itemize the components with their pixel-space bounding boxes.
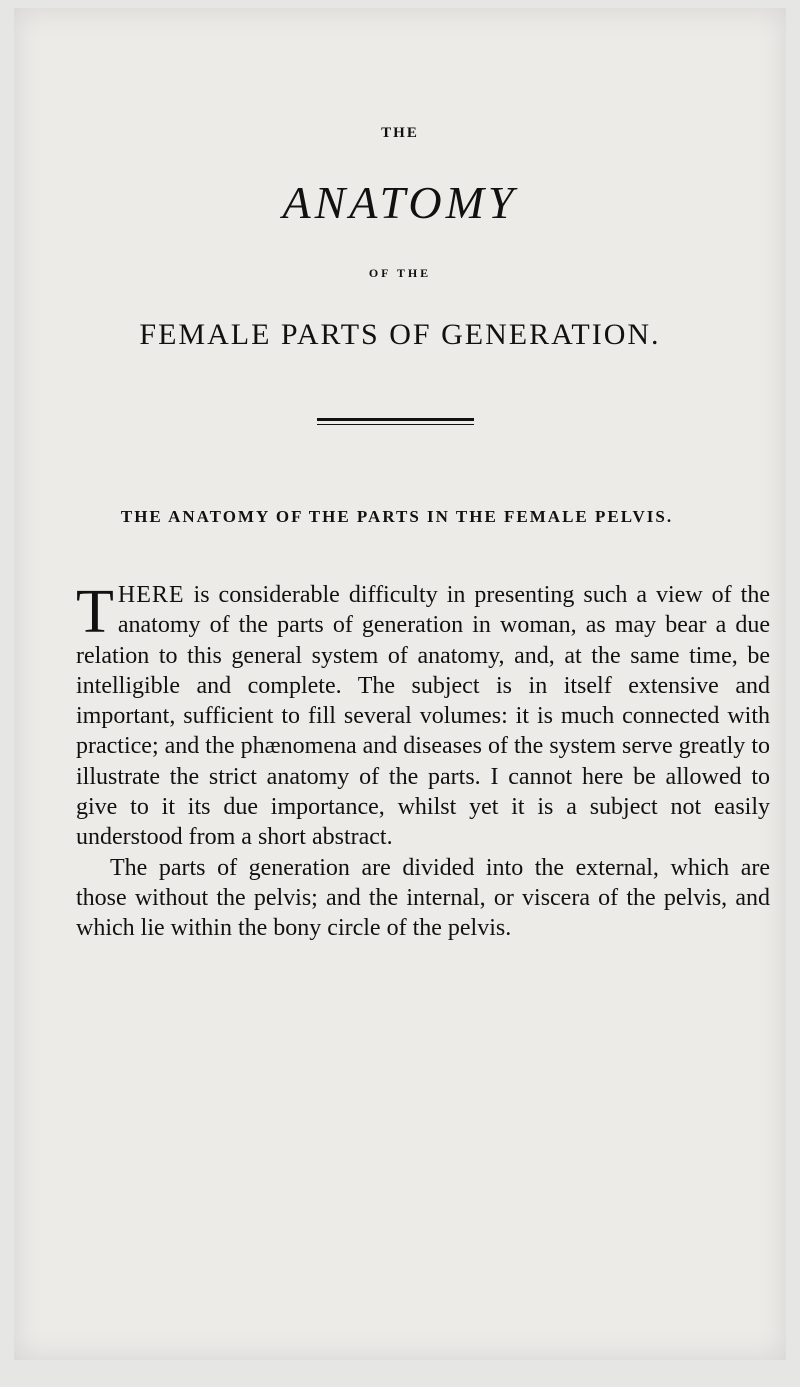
double-rule-divider — [317, 418, 474, 426]
title-prefix: THE — [381, 125, 419, 141]
page-title: ANATOMY — [282, 177, 518, 228]
book-page — [14, 8, 786, 1360]
title-connector: OF THE — [368, 266, 432, 280]
section-heading: THE ANATOMY OF THE PARTS IN THE FEMALE PELVIS. — [120, 507, 674, 526]
rule-thick-line — [317, 418, 474, 421]
page-subtitle: FEMALE PARTS OF GENERATION. — [139, 318, 661, 351]
paragraph-1 — [76, 580, 770, 853]
drop-cap: T — [76, 578, 114, 646]
paragraph-1-text: is considerable difficulty in presenting such a view of the anatomy of the parts of generation in woman, as may bear a due relation to this general system of anatomy, and, at the same time, be intelligible and complete. The subject is in itself extensive and important, sufficient to fill several volumes: it is much connected with practice; and the phænomena and diseases of the system serve greatly to illustrate the strict anatomy of the parts. I cannot here be allowed to give to it its due importance, whilst yet it is a subject not easily understood from a short abstract. — [76, 582, 770, 851]
rule-thin-line — [317, 424, 474, 425]
body-text — [76, 580, 770, 944]
paragraph-1-smallcaps: HERE — [117, 582, 185, 608]
paragraph-2: The parts of generation are divided into the external, which are those without the pelvis; and the internal, or viscera of the pelvis, and which lie within the bony circle of the pelvis. — [76, 854, 770, 942]
